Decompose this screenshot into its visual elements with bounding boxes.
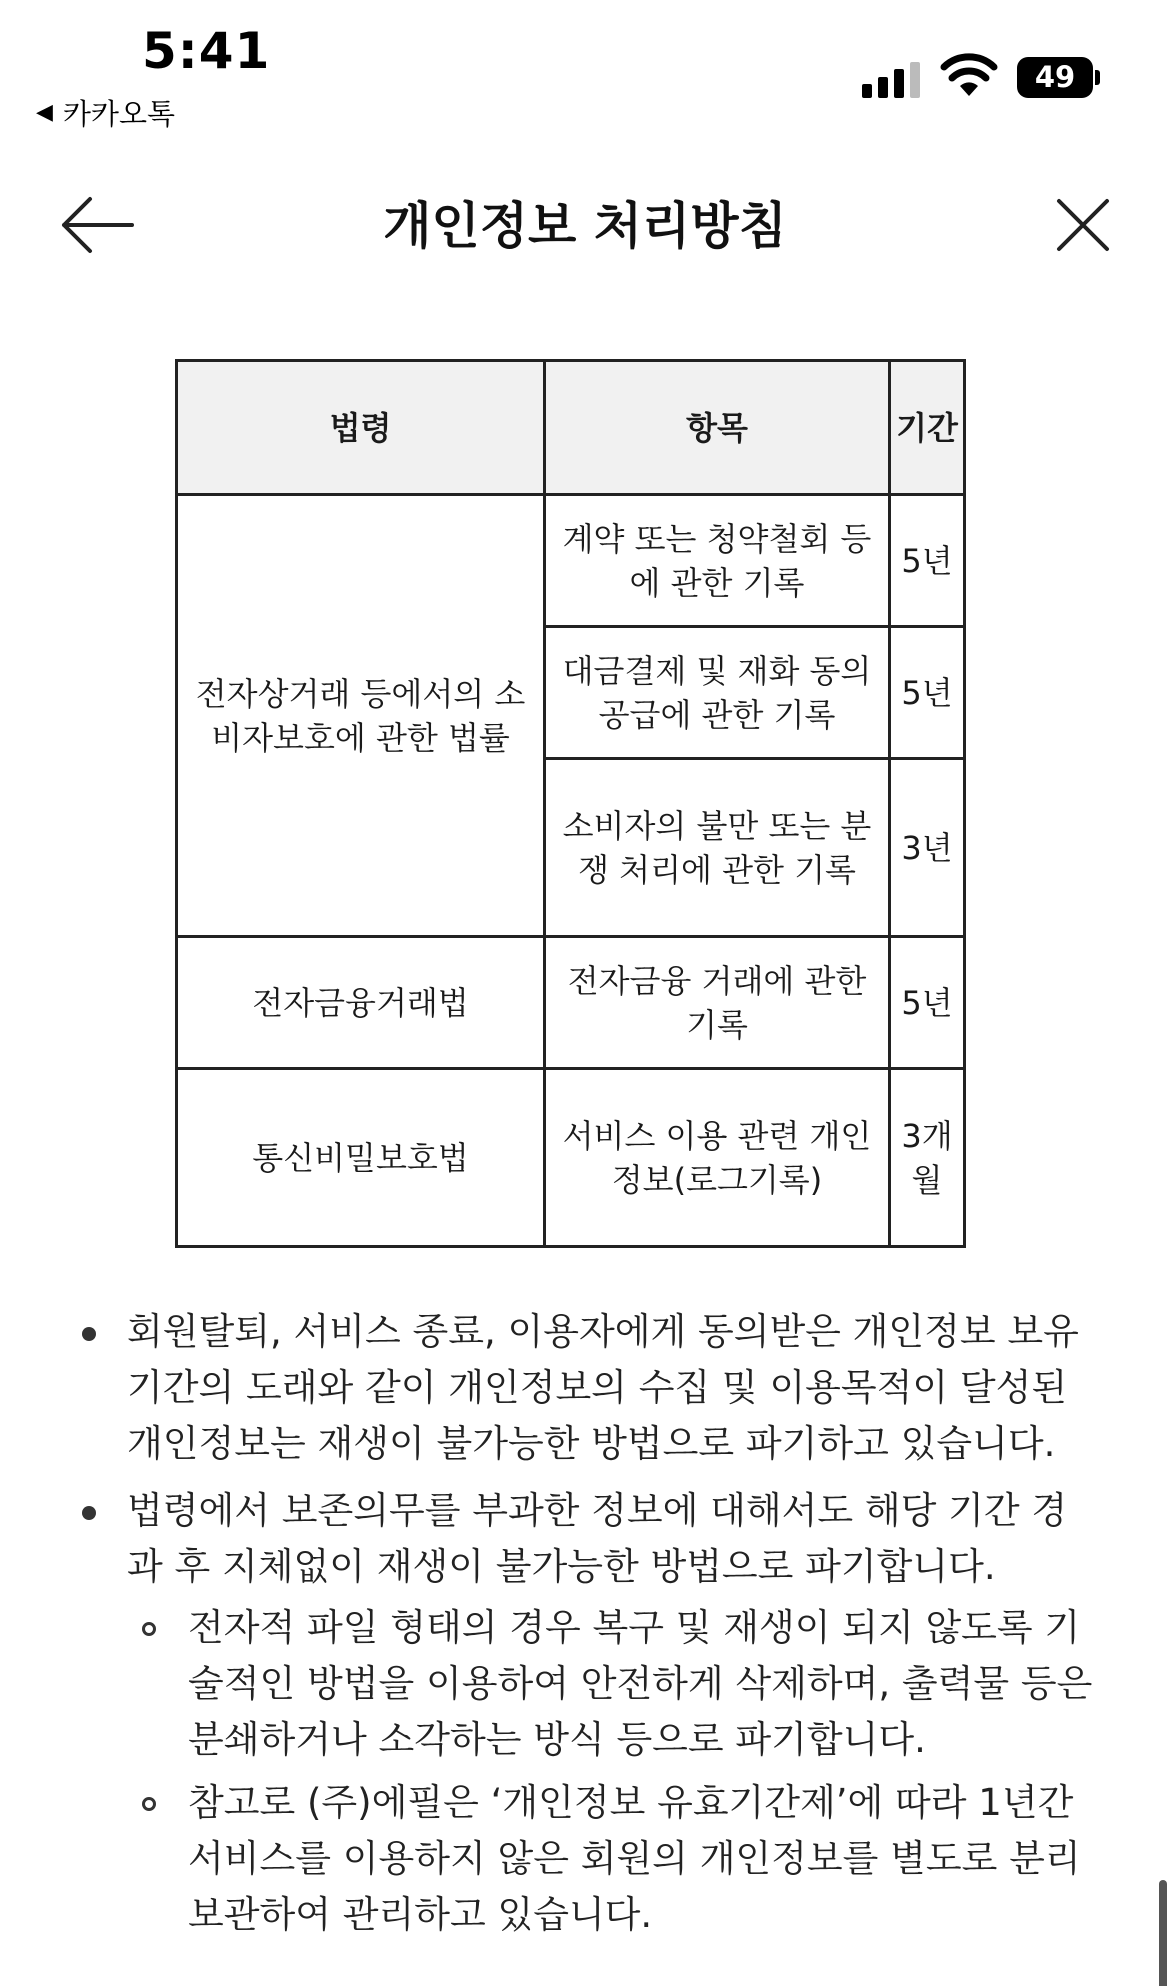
sub-bullet-line: 서비스를 이용하지 않은 회원의 개인정보를 별도로 분리 xyxy=(188,1837,1081,1880)
bullet-dot xyxy=(82,1506,96,1520)
page-title: 개인정보 처리방침 xyxy=(383,197,787,255)
period-cell: 5년 xyxy=(890,627,965,759)
sub-bullet-line: 전자적 파일 형태의 경우 복구 및 재생이 되지 않도록 기 xyxy=(188,1606,1081,1649)
bullet-dot xyxy=(82,1327,96,1341)
item-cell: 계약 또는 청약철회 등에 관한 기록 xyxy=(545,495,890,627)
bullet-line: 과 후 지체없이 재생이 불가능한 방법으로 파기합니다. xyxy=(127,1545,996,1588)
back-app-label: 카카오톡 xyxy=(62,97,175,131)
period-cell: 5년 xyxy=(890,937,965,1069)
header-law: 법령 xyxy=(177,361,545,495)
wifi-icon xyxy=(940,50,998,98)
retention-table xyxy=(175,359,966,1248)
sub-bullet-ring xyxy=(142,1622,156,1636)
item-cell: 소비자의 불만 또는 분쟁 처리에 관한 기록 xyxy=(545,759,890,937)
bullet-line: 법령에서 보존의무를 부과한 정보에 대해서도 해당 기간 경 xyxy=(127,1489,1068,1532)
period-cell: 3년 xyxy=(890,759,965,937)
period-cell: 3개월 xyxy=(890,1069,965,1247)
table-row xyxy=(177,937,965,1069)
period-cell: 5년 xyxy=(890,495,965,627)
table-row xyxy=(177,1069,965,1247)
table-row xyxy=(177,495,965,627)
sub-bullet-line: 참고로 (주)에필은 ‘개인정보 유효기간제’에 따라 1년간 xyxy=(188,1781,1074,1824)
table-header-row xyxy=(177,361,965,495)
scrollbar[interactable] xyxy=(1159,1880,1167,1986)
law-cell: 통신비밀보호법 xyxy=(177,1069,545,1247)
bullet-line: 개인정보는 재생이 불가능한 방법으로 파기하고 있습니다. xyxy=(127,1422,1056,1465)
item-cell: 서비스 이용 관련 개인정보(로그기록) xyxy=(545,1069,890,1247)
sub-bullet-line: 보관하여 관리하고 있습니다. xyxy=(188,1893,653,1936)
sub-bullet-ring xyxy=(142,1797,156,1811)
item-cell: 전자금융 거래에 관한 기록 xyxy=(545,937,890,1069)
cellular-signal-icon xyxy=(862,62,924,98)
law-cell: 전자상거래 등에서의 소비자보호에 관한 법률 xyxy=(177,495,545,937)
back-triangle-icon: ◀ xyxy=(36,100,53,125)
law-cell: 전자금융거래법 xyxy=(177,937,545,1069)
header-item: 항목 xyxy=(545,361,890,495)
sub-bullet-line: 술적인 방법을 이용하여 안전하게 삭제하며, 출력물 등은 xyxy=(188,1662,1093,1705)
item-cell: 대금결제 및 재화 동의 공급에 관한 기록 xyxy=(545,627,890,759)
battery-indicator: 49 xyxy=(1017,57,1093,98)
back-to-app-link[interactable] xyxy=(36,92,175,133)
sub-bullet-line: 분쇄하거나 소각하는 방식 등으로 파기합니다. xyxy=(188,1718,926,1761)
bullet-line: 회원탈퇴, 서비스 종료, 이용자에게 동의받은 개인정보 보유 xyxy=(127,1310,1079,1353)
header-period: 기간 xyxy=(890,361,965,495)
status-time: 5:41 xyxy=(142,22,271,80)
bullet-line: 기간의 도래와 같이 개인정보의 수집 및 이용목적이 달성된 xyxy=(127,1366,1068,1409)
close-icon[interactable] xyxy=(1056,198,1110,252)
battery-tip xyxy=(1095,70,1100,85)
